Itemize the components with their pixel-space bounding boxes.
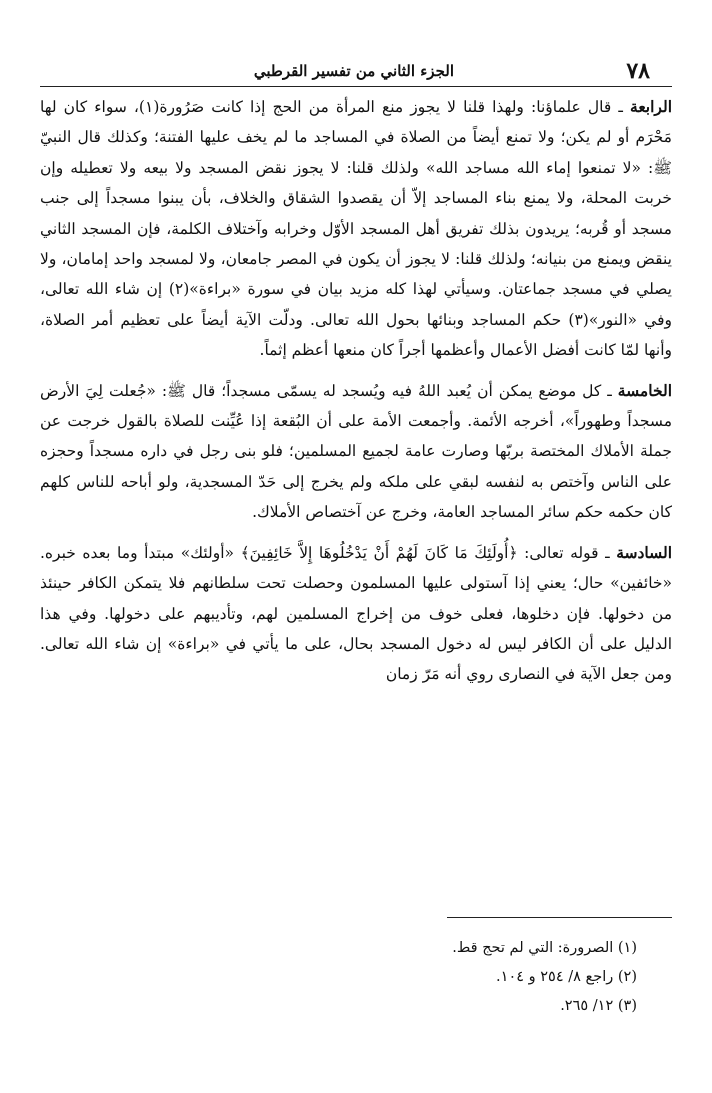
page-number: ٧٨ (626, 58, 650, 84)
paragraph-fifth (40, 376, 672, 528)
footnote-divider (447, 917, 672, 918)
paragraph-heading: الرابعة (630, 97, 673, 116)
paragraph-text: ـ كل موضع يمكن أن يُعبد اللهُ فيه ويُسجد له يسمّى مسجداً؛ قال ﷺ: «جُعلت لِيَ الأرض مسجداً وطهوراً»، أخرجه الأئمة. وأجمعت الأمة على أن البُقعة إذا عُيِّنت للصلاة بالقول خرجت عن جملة الأملاك المختصة بربّها وصارت عامة لجميع المسلمين؛ فلو بنى رجل في داره مسجداً وحجزه على الناس وآختص به لنفسه لبقي على ملكه ولم يخرج إلى حَدّ المسجدية، ولو أباحه للناس كلهم كان حكمه حكم سائر المساجد العامة، وخرج عن آختصاص الأملاك. (40, 381, 672, 522)
body-text (40, 92, 672, 690)
footnote-3: (٣) ١٢/ ٢٦٥. (560, 998, 637, 1014)
paragraph-heading: الخامسة (617, 380, 672, 400)
paragraph-heading: السادسة (616, 542, 672, 562)
paragraph-sixth (40, 538, 672, 690)
footnotes (337, 934, 637, 1021)
footnote-1: (١) الصرورة: التي لم تحج قط. (452, 940, 637, 956)
header-divider (40, 86, 672, 87)
footnote-2: (٢) راجع ٨/ ٢٥٤ و ١٠٤. (496, 969, 637, 985)
page-header (40, 52, 672, 82)
running-title: الجزء الثاني من تفسير القرطبي (253, 62, 454, 80)
paragraph-fourth (40, 92, 672, 366)
paragraph-text: ـ قال علماؤنا: ولهذا قلنا لا يجوز منع المرأة من الحج إذا كانت صَرُورة(١)، سواء كان لها مَحْرَم أو لم يكن؛ ولا تمنع أيضاً من الصلاة في المساجد ما لم يخف عليها الفتنة؛ وكذلك قال النبيّ ﷺ: «لا تمنعوا إماء الله مساجد الله» ولذلك قلنا: لا يجوز نقض المسجد ولا بيعه ولا تعطيله وإن خربت المحلة، ولا يمنع بناء المساجد إلاّ أن يقصدوا الشقاق والخلاف، بأن يبنوا مسجداً إلى جنب مسجد أو قُربه؛ يريدون بذلك تفريق أهل المسجد الأوّل وخرابه وآختلاف الكلمة، فإن المسجد الثاني ينقض ويمنع من بنيانه؛ ولذلك قلنا: لا يجوز أن يكون في المصر جامعان، ولا لمسجد واحد إمامان، ولا يصلي في مسجد جماعتان. وسيأتي لهذا كله مزيد بيان في سورة «براءة»(٢) إن شاء الله تعالى، وفي «النور»(٣) حكم المساجد وبنائها بحول الله تعالى. ودلّت الآية أيضاً على تعظيم أمر الصلاة، وأنها لمّا كانت أفضل الأعمال وأعظمها أجراً كان منعها أعظم إثماً. (40, 98, 673, 360)
paragraph-text: ـ قوله تعالى: ﴿أُولَئِكَ مَا كَانَ لَهُمْ أَنْ يَدْخُلُوهَا إِلاَّ خَائِفِينَ﴾ «أولئك» مبتدأ وما بعده خبره. «خائفين» حال؛ يعني إذا آستولى عليها المسلمون وحصلت تحت سلطانهم فلا يتمكن الكافر حينئذ من دخولها. فإن دخلوها، فعلى خوف من إخراج المسلمين لهم، وتأديبهم على دخولها. وفي هذا الدليل على أن الكافر ليس له دخول المسجد بحال، على ما يأتي في «براءة» إن شاء الله تعالى. ومن جعل الآية في النصارى روي أنه مَرّ زمان (40, 543, 672, 684)
